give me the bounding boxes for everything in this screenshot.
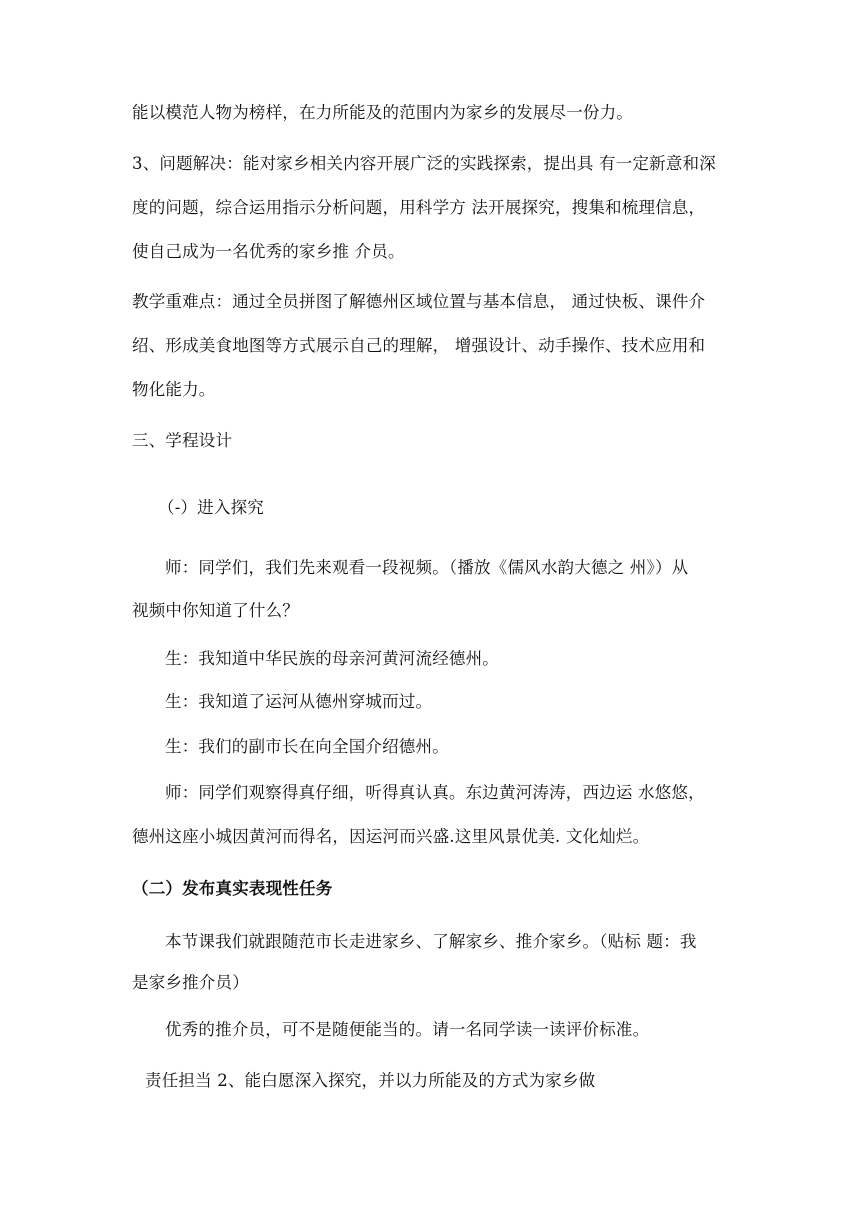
paragraph-line: 本节课我们就跟随范市长走进家乡、了解家乡、推介家乡。（贴标 题：我 (165, 932, 697, 951)
paragraph-line: 使自己成为一名优秀的家乡推 介员。 (132, 242, 405, 261)
paragraph-line: 优秀的推介员，可不是随便能当的。请一名同学读一读评价标准。 (165, 1020, 650, 1039)
subsection-heading: （二）发布真实表现性任务 (132, 879, 333, 898)
paragraph-line: 生：我知道中华民族的母亲河黄河流经德州。 (165, 649, 499, 668)
paragraph-line: 3、问题解决：能对家乡相关内容开展广泛的实践探索，提出具 有一定新意和深 (132, 154, 716, 173)
paragraph-line: 能以模范人物为榜样，在力所能及的范围内为家乡的发展尽一份力。 (132, 103, 633, 122)
paragraph-line: 是家乡推介员） (132, 973, 249, 992)
paragraph-line: 度的问题，综合运用指示分析问题，用科学方 法开展探究，搜集和梳理信息， (132, 198, 706, 217)
paragraph-line: 物化能力。 (132, 380, 216, 399)
paragraph-line: 生：我知道了运河从德州穿城而过。 (165, 692, 433, 711)
paragraph-line: 德州这座小城因黄河而得名，因运河而兴盛.这里风景优美. 文化灿烂。 (132, 827, 650, 846)
paragraph-line: 绍、形成美食地图等方式展示自己的理解， 增强设计、动手操作、技术应用和 (132, 336, 706, 355)
paragraph-line: 责任担当 2、能白愿深入探究，并以力所能及的方式为家乡做 (145, 1071, 596, 1090)
paragraph-line: 视频中你知道了什么？ (132, 601, 299, 620)
paragraph-line: 师：同学们观察得真仔细，听得真认真。东边黄河涛涛，西边运 水悠悠， (165, 783, 705, 802)
paragraph-line: 教学重难点：通过全员拼图了解德州区域位置与基本信息， 通过快板、课件介 (132, 292, 706, 311)
paragraph-line: 生：我们的副市长在向全国介绍德州。 (165, 737, 449, 756)
subsection-heading: （-）进入探究 (158, 498, 264, 517)
section-heading: 三、学程设计 (132, 431, 233, 450)
paragraph-line: 师：同学们，我们先来观看一段视频。（播放《儒风水韵大德之 州》）从 (165, 558, 689, 577)
